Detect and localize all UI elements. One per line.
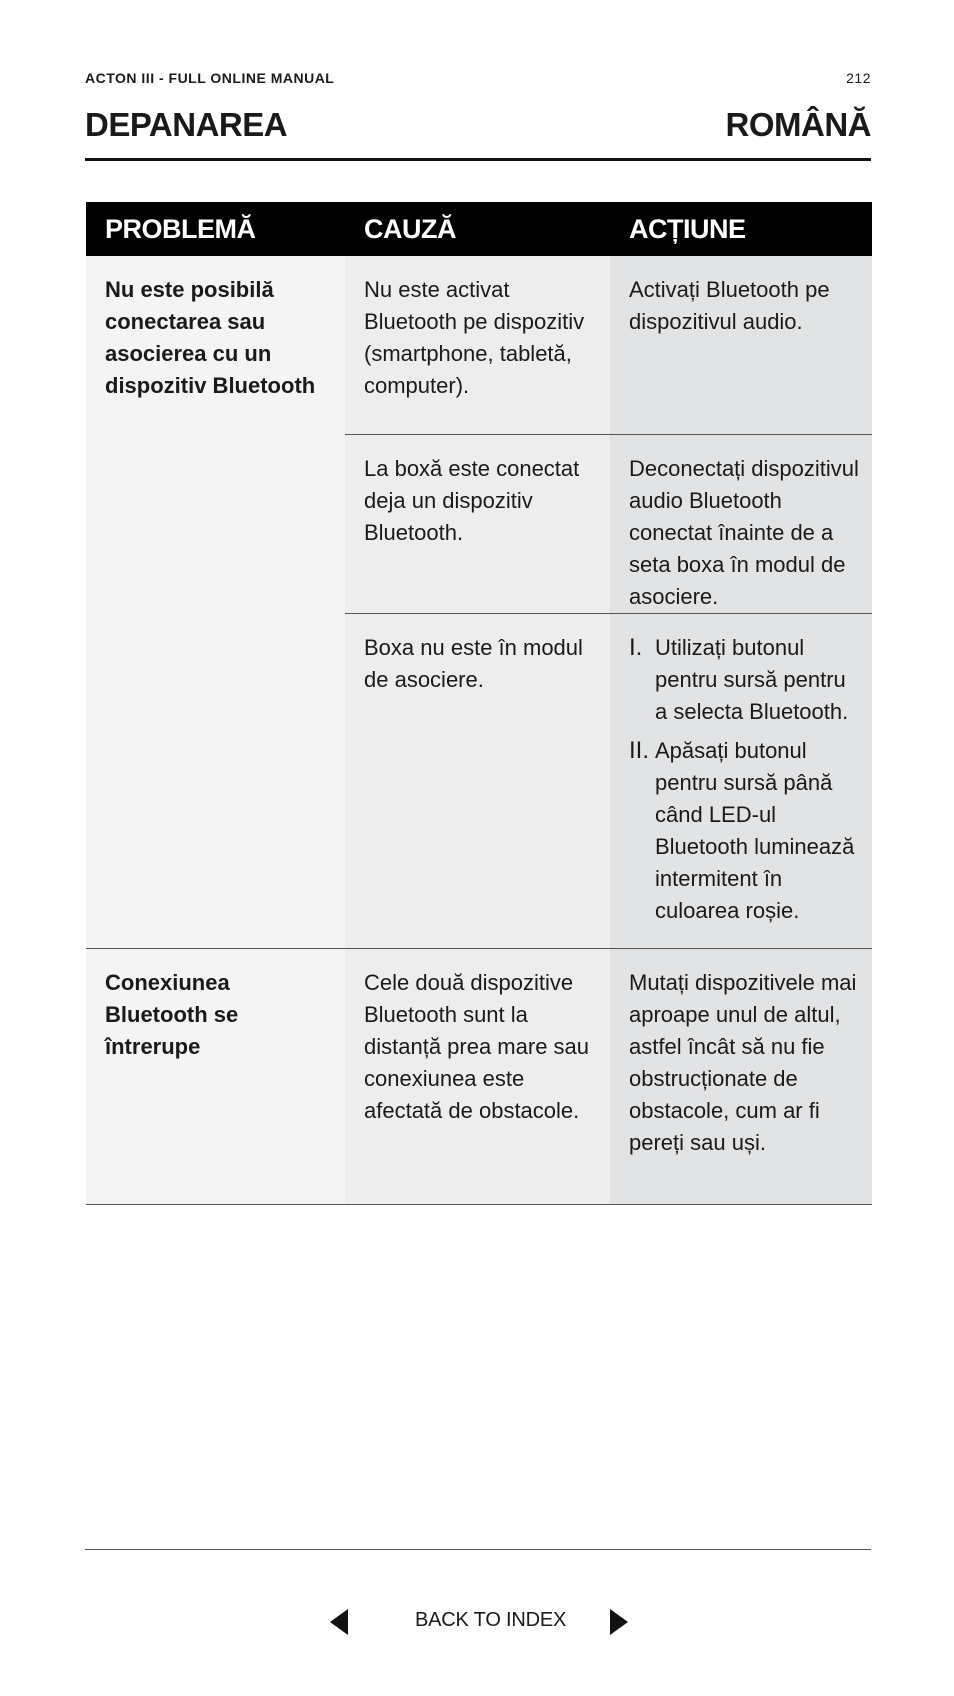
section-title: DEPANAREA	[85, 106, 288, 143]
action-cell: Mutați dispozitivele mai aproape unul de altul, astfel încât să nu fie obstrucționate de obstacole, cum ar fi pereți sau uși.	[610, 949, 872, 1204]
table-row	[345, 613, 872, 948]
troubleshooting-table	[86, 202, 872, 1205]
cause-cell: Nu este activat Bluetooth pe dispozitiv (smartphone, tabletă, computer).	[345, 256, 610, 434]
previous-page-icon[interactable]	[330, 1609, 348, 1635]
manual-name: ACTON III - FULL ONLINE MANUAL	[85, 70, 335, 86]
list-item	[629, 735, 864, 927]
table-row	[345, 256, 872, 434]
problem-cell: Nu este posibilă conectarea sau asocierea cu un dispozitiv Bluetooth	[86, 256, 345, 948]
cause-cell: La boxă este conectat deja un dispozitiv Bluetooth.	[345, 435, 610, 613]
action-cell: Activați Bluetooth pe dispozitivul audio.	[610, 256, 872, 434]
cause-cell: Boxa nu este în modul de asociere.	[345, 614, 610, 948]
action-cell	[610, 614, 872, 948]
table-row	[345, 434, 872, 613]
cause-cell: Cele două dispozitive Bluetooth sunt la distanță prea mare sau conexiunea este afectată de obstacole.	[345, 949, 610, 1204]
step-number: II.	[629, 737, 650, 764]
step-text: Utilizați butonul pentru sursă pentru a selecta Bluetooth.	[655, 635, 849, 724]
title-bar	[85, 106, 871, 161]
problem-group	[86, 256, 872, 949]
table-header	[86, 202, 872, 256]
page-number: 212	[846, 70, 871, 86]
footer-divider	[85, 1549, 871, 1550]
problem-group	[86, 949, 872, 1205]
step-number: I.	[629, 634, 643, 661]
action-cell: Deconectați dispozitivul audio Bluetooth conectat înainte de a seta boxa în modul de asociere.	[610, 435, 872, 613]
table-row	[345, 949, 872, 1204]
list-item	[629, 632, 864, 728]
footer-navigation	[0, 1607, 954, 1637]
running-header	[85, 70, 871, 90]
back-to-index-link[interactable]: BACK TO INDEX	[415, 1609, 567, 1631]
problem-cell: Conexiunea Bluetooth se întrerupe	[86, 949, 345, 1204]
column-header-action: ACȚIUNE	[629, 214, 746, 244]
next-page-icon[interactable]	[610, 1609, 628, 1635]
action-steps	[629, 632, 864, 927]
step-text: Apăsați butonul pentru sursă până când LED-ul Bluetooth luminează intermitent în culoarea roșie.	[655, 738, 855, 923]
column-header-problem: PROBLEMĂ	[105, 214, 256, 244]
column-header-cause: CAUZĂ	[364, 214, 456, 244]
language-label: ROMÂNĂ	[725, 106, 871, 143]
